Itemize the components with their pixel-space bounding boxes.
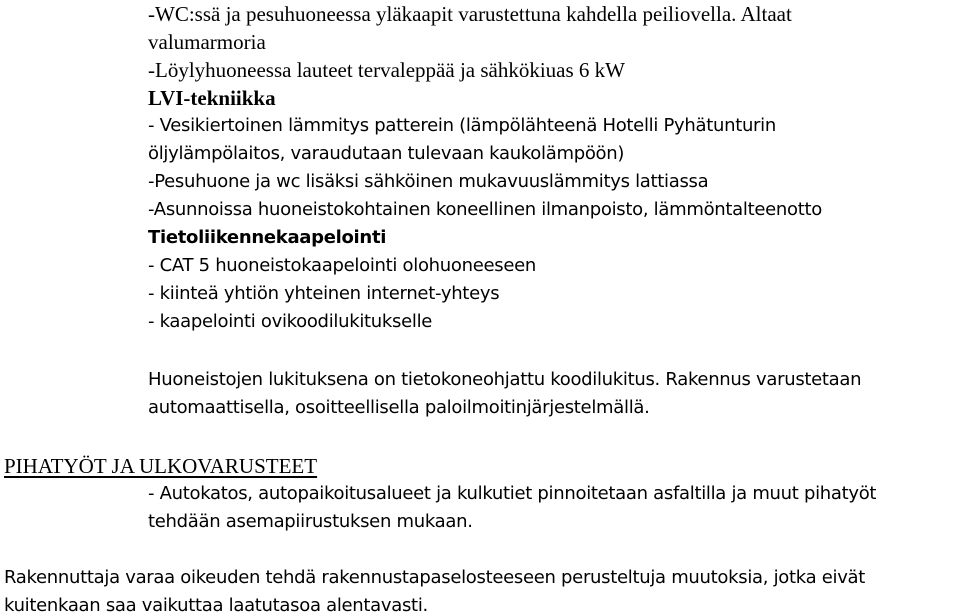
text-line-developer-2: kuitenkaan saa vaikuttaa laatutasoa alentavasti. <box>4 595 428 614</box>
heading-telecom: Tietoliikennekaapelointi <box>148 227 387 248</box>
text-line-sauna: -Löylyhuoneessa lauteet tervaleppää ja sähkökiuas 6 kW <box>148 58 625 82</box>
text-line-developer-1: Rakennuttaja varaa oikeuden tehdä rakennustapaselosteeseen perusteltuja muutoksia, jotka eivät <box>4 567 866 588</box>
heading-lvi: LVI-tekniikka <box>148 86 276 110</box>
text-line-heating-2: öljylämpölaitos, varaudutaan tulevaan kaukolämpöön) <box>148 143 625 164</box>
text-line-carport-1: - Autokatos, autopaikoitusalueet ja kulkutiet pinnoitetaan asfaltilla ja muut pihatyöt <box>148 483 877 504</box>
text-line-internet: - kiinteä yhtiön yhteinen internet-yhteys <box>148 283 500 304</box>
text-line-door-code: - kaapelointi ovikoodilukitukselle <box>148 311 433 332</box>
text-line-ventilation: -Asunnoissa huoneistokohtainen koneellinen ilmanpoisto, lämmöntalteenotto <box>148 199 822 220</box>
text-line-wc-cabinets: -WC:ssä ja pesuhuoneessa yläkaapit varustettuna kahdella peiliovella. Altaat <box>148 2 792 26</box>
text-line-cat5: - CAT 5 huoneistokaapelointi olohuoneeseen <box>148 255 536 276</box>
text-line-floor-heating: -Pesuhuone ja wc lisäksi sähköinen mukavuuslämmitys lattiassa <box>148 171 709 192</box>
text-line-heating-1: - Vesikiertoinen lämmitys patterein (lämpölähteenä Hotelli Pyhätunturin <box>148 115 776 136</box>
heading-yard-works: PIHATYÖT JA ULKOVARUSTEET <box>4 454 318 478</box>
text-line-locking-2: automaattisella, osoitteellisella paloilmoitinjärjestelmällä. <box>148 397 650 418</box>
text-line-carport-2: tehdään asemapiirustuksen mukaan. <box>148 511 473 532</box>
text-line-locking-1: Huoneistojen lukituksena on tietokoneohjattu koodilukitus. Rakennus varustetaan <box>148 369 862 390</box>
text-line-marble-basins: valumarmoria <box>148 30 266 54</box>
